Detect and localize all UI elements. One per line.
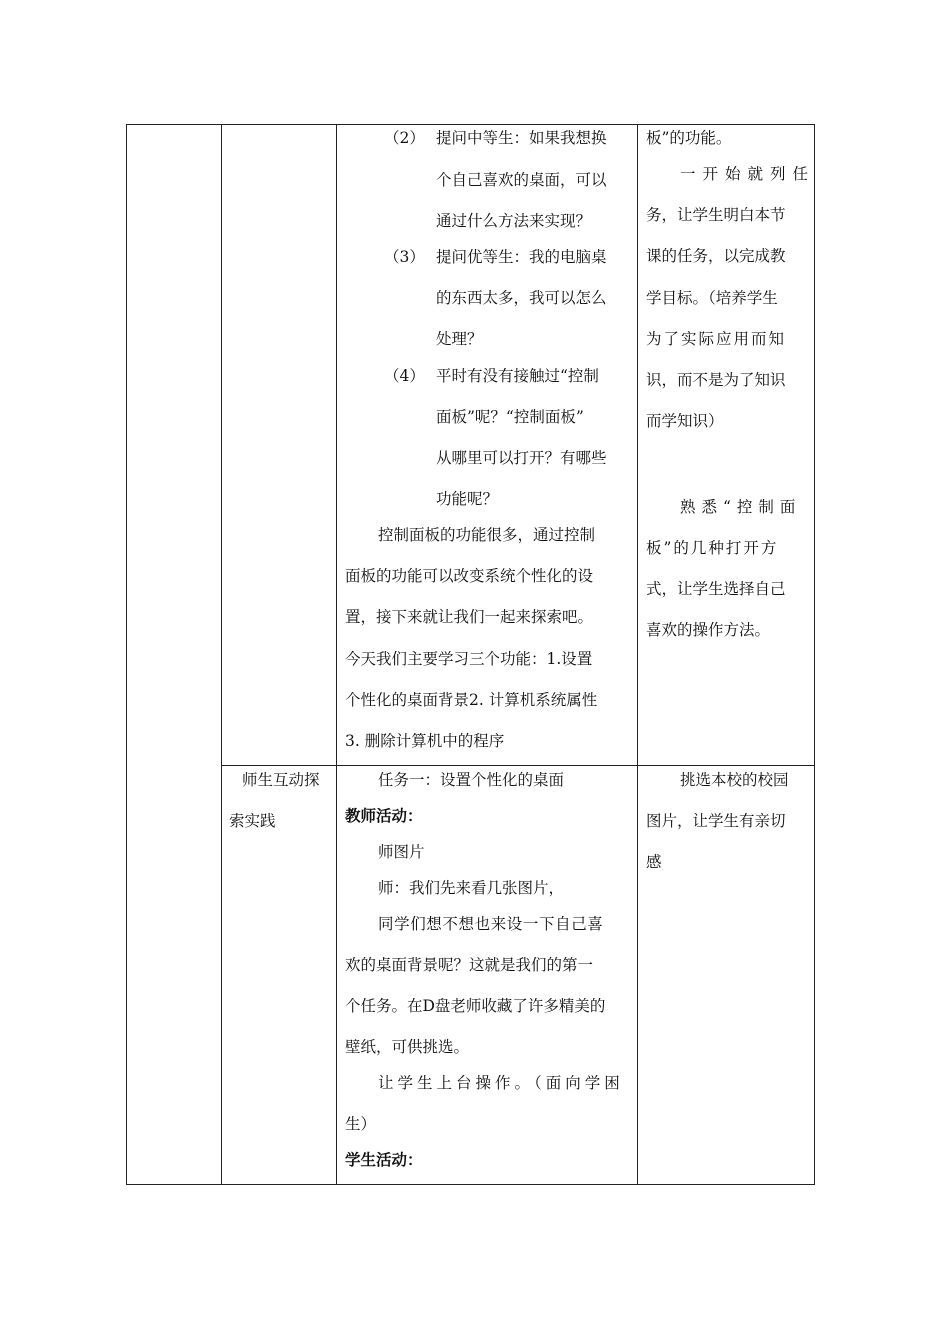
question-number: （3） bbox=[384, 248, 425, 266]
note-line: 喜欢的操作方法。 bbox=[646, 621, 771, 639]
note-line: 务，让学生明白本节 bbox=[646, 206, 786, 224]
note-line: 课的任务，以完成教 bbox=[646, 247, 786, 265]
note-line: 板”的功能。 bbox=[646, 129, 732, 147]
paragraph-line: 面板的功能可以改变系统个性化的设 bbox=[345, 567, 594, 585]
question-line: 面板”呢？“控制面板” bbox=[436, 408, 584, 426]
content-line: 让学生上台操作。（面向学困 bbox=[378, 1074, 624, 1092]
note-line: 为了实际应用而知 bbox=[646, 330, 787, 348]
question-line: 个自己喜欢的桌面，可以 bbox=[436, 171, 607, 189]
column-border-2 bbox=[221, 124, 222, 1185]
column-border-5 bbox=[814, 124, 815, 1185]
row-divider bbox=[221, 765, 815, 766]
question-line: 处理？ bbox=[436, 330, 483, 348]
note-line: 一开始就列任 bbox=[680, 165, 816, 183]
teacher-activity-heading: 教师活动： bbox=[345, 806, 423, 825]
question-line: 提问中等生：如果我想换 bbox=[436, 129, 607, 147]
column-border-3 bbox=[336, 124, 337, 1185]
note-line: 而学知识） bbox=[646, 412, 724, 430]
content-line: 师图片 bbox=[378, 843, 425, 861]
table-top-border bbox=[126, 124, 815, 125]
paragraph-line: 个性化的桌面背景2. 计算机系统属性 bbox=[345, 691, 598, 709]
note-line: 图片，让学生有亲切 bbox=[646, 812, 786, 830]
question-line: 功能呢？ bbox=[436, 490, 499, 508]
content-line: 欢的桌面背景呢？这就是我们的第一 bbox=[345, 956, 594, 974]
question-line: 平时有没有接触过“控制 bbox=[436, 367, 599, 385]
column-border-4 bbox=[637, 124, 638, 1185]
column-border-1 bbox=[126, 124, 127, 1185]
content-line: 同学们想不想也来设一下自己喜 bbox=[378, 915, 604, 933]
question-number: （4） bbox=[384, 367, 425, 385]
student-activity-heading: 学生活动： bbox=[345, 1150, 423, 1169]
content-line: 生） bbox=[345, 1115, 377, 1133]
note-line: 式，让学生选择自己 bbox=[646, 580, 786, 598]
note-line: 识，而不是为了知识 bbox=[646, 371, 786, 389]
question-line: 的东西太多，我可以怎么 bbox=[436, 289, 607, 307]
content-line: 壁纸，可供挑选。 bbox=[345, 1038, 470, 1056]
question-line: 通过什么方法来实现？ bbox=[436, 212, 592, 230]
note-line: 感 bbox=[646, 853, 662, 871]
note-line: 板”的几种打开方 bbox=[646, 539, 779, 557]
note-line: 挑选本校的校园 bbox=[680, 771, 789, 789]
paragraph-line: 置，接下来就让我们一起来探索吧。 bbox=[345, 608, 594, 626]
content-line: 师：我们先来看几张图片， bbox=[378, 879, 565, 897]
task-title: 任务一：设置个性化的桌面 bbox=[378, 771, 565, 789]
stage-line: 师生互动探 bbox=[242, 771, 320, 789]
table-bottom-border bbox=[126, 1184, 815, 1185]
question-line: 从哪里可以打开？有哪些 bbox=[436, 449, 607, 467]
note-line: 熟悉“控制面 bbox=[680, 498, 802, 516]
question-number: （2） bbox=[384, 129, 425, 147]
question-line: 提问优等生：我的电脑桌 bbox=[436, 248, 607, 266]
paragraph-line: 3. 删除计算机中的程序 bbox=[345, 732, 505, 750]
note-line: 学目标。（培养学生 bbox=[646, 289, 778, 307]
stage-line: 索实践 bbox=[229, 812, 276, 830]
paragraph-line: 控制面板的功能很多，通过控制 bbox=[378, 526, 596, 544]
content-line: 个任务。在D盘老师收藏了许多精美的 bbox=[345, 997, 606, 1015]
paragraph-line: 今天我们主要学习三个功能：1.设置 bbox=[345, 650, 593, 668]
